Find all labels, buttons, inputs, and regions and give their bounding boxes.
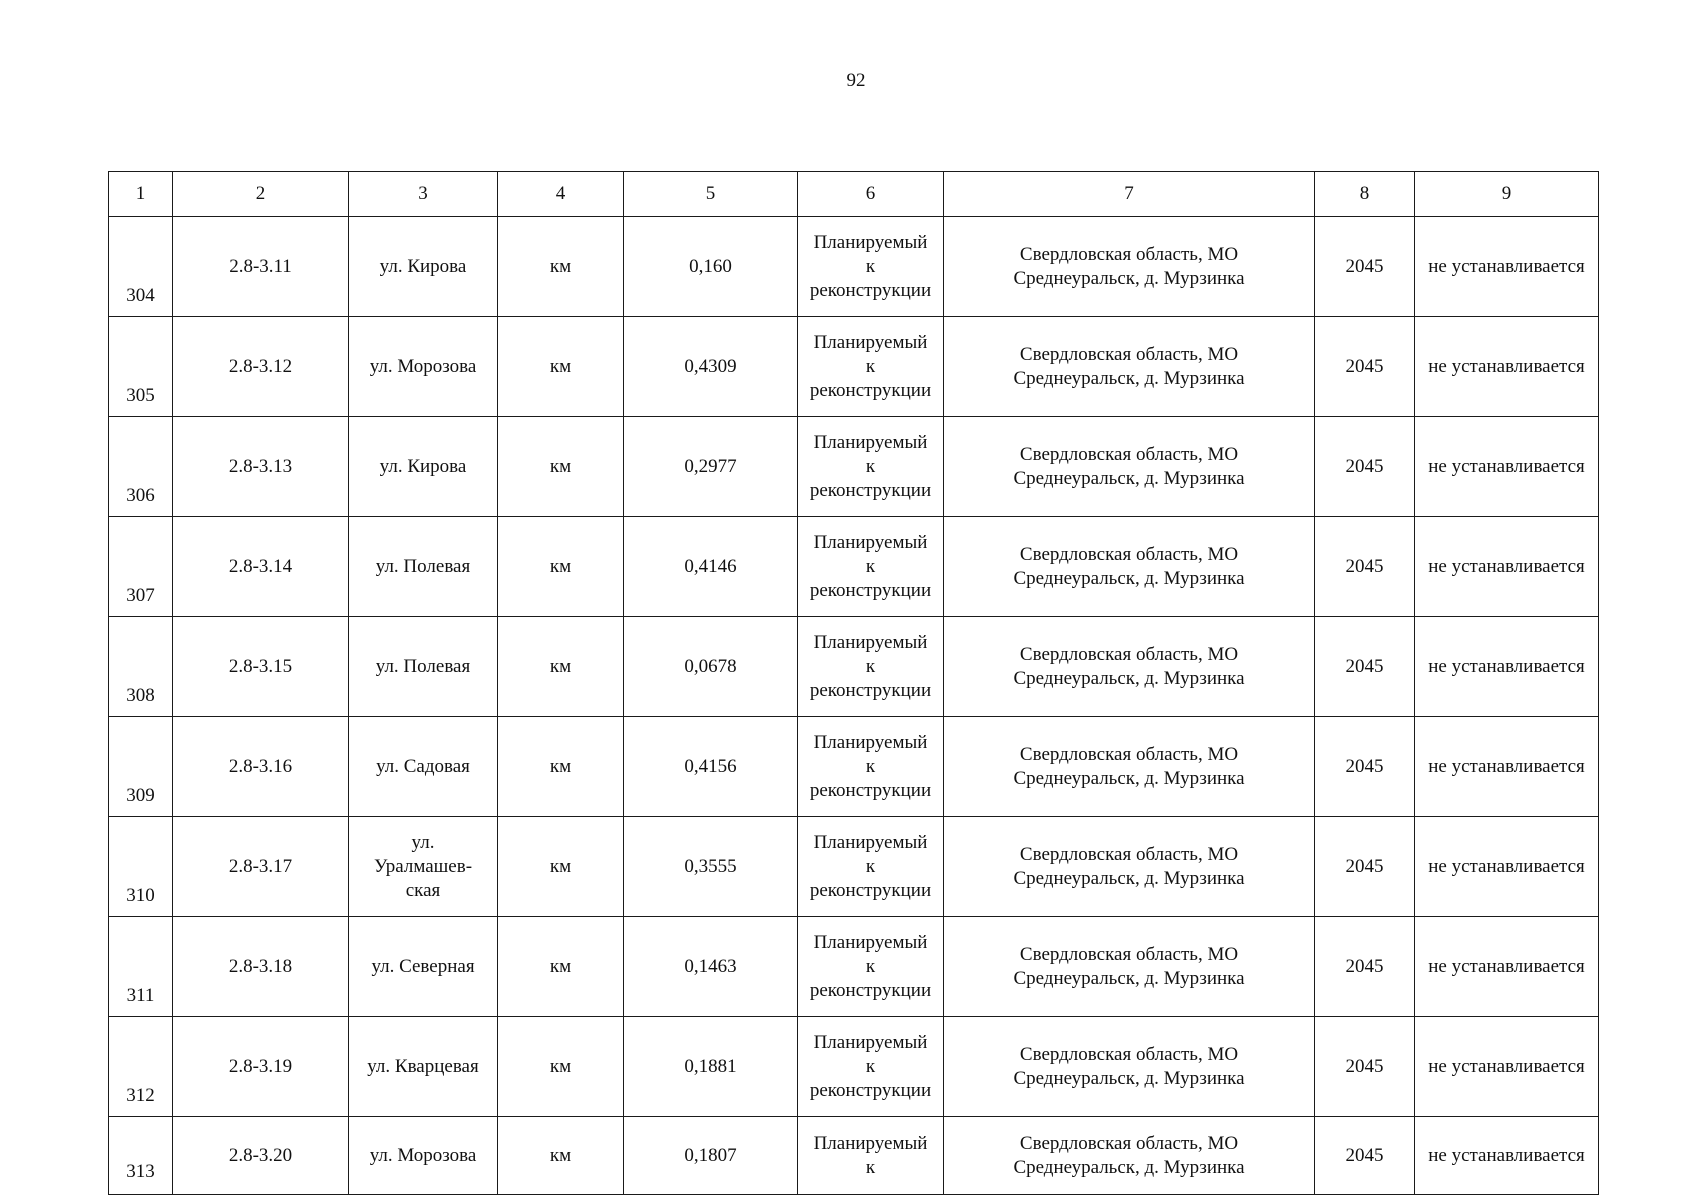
unit-cell: км: [498, 1017, 624, 1117]
location-line: Среднеуральск, д. Мурзинка: [1013, 367, 1245, 389]
column-header: 8: [1315, 172, 1415, 217]
row-number-cell: 306: [109, 417, 173, 517]
street-line: ская: [405, 879, 441, 901]
note-cell: не устанавливается: [1415, 217, 1599, 317]
note-cell: не устанавливается: [1415, 717, 1599, 817]
value-cell: 0,1807: [624, 1117, 798, 1195]
location-cell: [944, 717, 1315, 817]
value-cell: 0,160: [624, 217, 798, 317]
unit-cell: км: [498, 517, 624, 617]
street-cell: [349, 317, 498, 417]
street-cell: [349, 617, 498, 717]
status-cell: [798, 517, 944, 617]
street-cell: [349, 417, 498, 517]
status-line: реконструкции: [809, 779, 932, 801]
status-cell: [798, 617, 944, 717]
location-cell: [944, 817, 1315, 917]
street-line: ул. Морозова: [369, 1144, 477, 1166]
row-number-cell: 305: [109, 317, 173, 417]
code-cell: 2.8-3.18: [173, 917, 349, 1017]
location-line: Среднеуральск, д. Мурзинка: [1013, 767, 1245, 789]
code-cell: 2.8-3.12: [173, 317, 349, 417]
status-line: к: [865, 855, 876, 877]
status-cell: [798, 717, 944, 817]
table-row: [109, 917, 1599, 1017]
status-line: реконструкции: [809, 279, 932, 301]
street-line: ул. Садовая: [376, 755, 470, 777]
location-line: Свердловская область, МО: [1019, 343, 1239, 365]
location-cell: [944, 417, 1315, 517]
code-cell: 2.8-3.14: [173, 517, 349, 617]
note-cell: не устанавливается: [1415, 1017, 1599, 1117]
status-line: реконструкции: [809, 479, 932, 501]
value-cell: 0,0678: [624, 617, 798, 717]
location-cell: [944, 1017, 1315, 1117]
year-cell: 2045: [1315, 717, 1415, 817]
year-cell: 2045: [1315, 417, 1415, 517]
street-cell: [349, 917, 498, 1017]
column-header: 1: [109, 172, 173, 217]
unit-cell: км: [498, 917, 624, 1017]
status-line: реконструкции: [809, 879, 932, 901]
table-row: [109, 317, 1599, 417]
status-cell: [798, 317, 944, 417]
note-cell: не устанавливается: [1415, 1117, 1599, 1195]
street-line: ул. Кирова: [379, 255, 467, 277]
code-cell: 2.8-3.16: [173, 717, 349, 817]
location-line: Среднеуральск, д. Мурзинка: [1013, 567, 1245, 589]
location-cell: [944, 317, 1315, 417]
note-cell: не устанавливается: [1415, 817, 1599, 917]
value-cell: 0,4146: [624, 517, 798, 617]
table-row: [109, 1017, 1599, 1117]
street-cell: [349, 717, 498, 817]
status-line: Планируемый: [813, 831, 928, 853]
location-line: Свердловская область, МО: [1019, 443, 1239, 465]
table-row: [109, 617, 1599, 717]
status-line: Планируемый: [813, 431, 928, 453]
status-line: к: [865, 655, 876, 677]
year-cell: 2045: [1315, 617, 1415, 717]
location-cell: [944, 517, 1315, 617]
location-line: Свердловская область, МО: [1019, 1132, 1239, 1154]
note-cell: не устанавливается: [1415, 317, 1599, 417]
street-line: ул. Морозова: [369, 355, 477, 377]
status-cell: [798, 417, 944, 517]
status-line: к: [865, 555, 876, 577]
table-row: [109, 517, 1599, 617]
location-line: Свердловская область, МО: [1019, 1043, 1239, 1065]
status-line: Планируемый: [813, 231, 928, 253]
code-cell: 2.8-3.13: [173, 417, 349, 517]
status-cell: [798, 817, 944, 917]
location-cell: [944, 917, 1315, 1017]
code-cell: 2.8-3.11: [173, 217, 349, 317]
row-number-cell: 310: [109, 817, 173, 917]
note-cell: не устанавливается: [1415, 517, 1599, 617]
street-cell: [349, 517, 498, 617]
location-line: Свердловская область, МО: [1019, 643, 1239, 665]
year-cell: 2045: [1315, 817, 1415, 917]
street-line: ул.: [411, 831, 435, 853]
location-line: Свердловская область, МО: [1019, 843, 1239, 865]
status-line: к: [865, 955, 876, 977]
status-line: Планируемый: [813, 631, 928, 653]
location-line: Свердловская область, МО: [1019, 243, 1239, 265]
note-cell: не устанавливается: [1415, 417, 1599, 517]
table-row: [109, 1117, 1599, 1195]
year-cell: 2045: [1315, 517, 1415, 617]
status-line: к: [865, 1055, 876, 1077]
row-number-cell: 313: [109, 1117, 173, 1195]
code-cell: 2.8-3.20: [173, 1117, 349, 1195]
year-cell: 2045: [1315, 217, 1415, 317]
year-cell: 2045: [1315, 317, 1415, 417]
table-row: [109, 417, 1599, 517]
street-line: ул. Кирова: [379, 455, 467, 477]
location-line: Среднеуральск, д. Мурзинка: [1013, 867, 1245, 889]
note-cell: не устанавливается: [1415, 617, 1599, 717]
value-cell: 0,1463: [624, 917, 798, 1017]
unit-cell: км: [498, 417, 624, 517]
street-cell: [349, 817, 498, 917]
unit-cell: км: [498, 617, 624, 717]
value-cell: 0,2977: [624, 417, 798, 517]
status-line: реконструкции: [809, 579, 932, 601]
column-header: 9: [1415, 172, 1599, 217]
status-cell: [798, 217, 944, 317]
street-line: ул. Северная: [371, 955, 475, 977]
table-row: [109, 217, 1599, 317]
year-cell: 2045: [1315, 1017, 1415, 1117]
status-line: реконструкции: [809, 379, 932, 401]
location-cell: [944, 217, 1315, 317]
street-cell: [349, 1117, 498, 1195]
location-line: Среднеуральск, д. Мурзинка: [1013, 667, 1245, 689]
status-cell: [798, 1117, 944, 1195]
status-line: к: [865, 755, 876, 777]
location-line: Среднеуральск, д. Мурзинка: [1013, 1067, 1245, 1089]
street-cell: [349, 217, 498, 317]
location-cell: [944, 1117, 1315, 1195]
registry-table: [108, 171, 1599, 1195]
location-line: Свердловская область, МО: [1019, 543, 1239, 565]
location-line: Свердловская область, МО: [1019, 743, 1239, 765]
value-cell: 0,4309: [624, 317, 798, 417]
unit-cell: км: [498, 317, 624, 417]
location-cell: [944, 617, 1315, 717]
street-line: ул. Полевая: [375, 555, 471, 577]
status-line: реконструкции: [809, 679, 932, 701]
table-row: [109, 817, 1599, 917]
column-header: 2: [173, 172, 349, 217]
row-number-cell: 309: [109, 717, 173, 817]
status-line: Планируемый: [813, 931, 928, 953]
column-header: 7: [944, 172, 1315, 217]
unit-cell: км: [498, 217, 624, 317]
code-cell: 2.8-3.17: [173, 817, 349, 917]
column-header: 4: [498, 172, 624, 217]
column-header: 6: [798, 172, 944, 217]
street-line: Уралмашев-: [373, 855, 473, 877]
row-number-cell: 312: [109, 1017, 173, 1117]
street-line: ул. Полевая: [375, 655, 471, 677]
column-header: 3: [349, 172, 498, 217]
street-line: ул. Кварцевая: [367, 1055, 479, 1077]
status-cell: [798, 1017, 944, 1117]
status-line: Планируемый: [813, 1132, 928, 1154]
location-line: Среднеуральск, д. Мурзинка: [1013, 967, 1245, 989]
status-line: к: [865, 255, 876, 277]
unit-cell: км: [498, 817, 624, 917]
status-line: к: [865, 355, 876, 377]
row-number-cell: 307: [109, 517, 173, 617]
row-number-cell: 304: [109, 217, 173, 317]
value-cell: 0,1881: [624, 1017, 798, 1117]
page-number: 92: [846, 70, 866, 91]
value-cell: 0,4156: [624, 717, 798, 817]
status-line: к: [865, 1156, 876, 1178]
table-row: [109, 717, 1599, 817]
status-cell: [798, 917, 944, 1017]
note-cell: не устанавливается: [1415, 917, 1599, 1017]
status-line: Планируемый: [813, 531, 928, 553]
location-line: Свердловская область, МО: [1019, 943, 1239, 965]
year-cell: 2045: [1315, 1117, 1415, 1195]
location-line: Среднеуральск, д. Мурзинка: [1013, 467, 1245, 489]
status-line: реконструкции: [809, 1079, 932, 1101]
row-number-cell: 311: [109, 917, 173, 1017]
location-line: Среднеуральск, д. Мурзинка: [1013, 1156, 1245, 1178]
code-cell: 2.8-3.19: [173, 1017, 349, 1117]
status-line: Планируемый: [813, 731, 928, 753]
unit-cell: км: [498, 717, 624, 817]
code-cell: 2.8-3.15: [173, 617, 349, 717]
table-header-row: [109, 172, 1599, 217]
status-line: Планируемый: [813, 331, 928, 353]
status-line: к: [865, 455, 876, 477]
year-cell: 2045: [1315, 917, 1415, 1017]
unit-cell: км: [498, 1117, 624, 1195]
column-header: 5: [624, 172, 798, 217]
status-line: реконструкции: [809, 979, 932, 1001]
location-line: Среднеуральск, д. Мурзинка: [1013, 267, 1245, 289]
row-number-cell: 308: [109, 617, 173, 717]
status-line: Планируемый: [813, 1031, 928, 1053]
value-cell: 0,3555: [624, 817, 798, 917]
street-cell: [349, 1017, 498, 1117]
